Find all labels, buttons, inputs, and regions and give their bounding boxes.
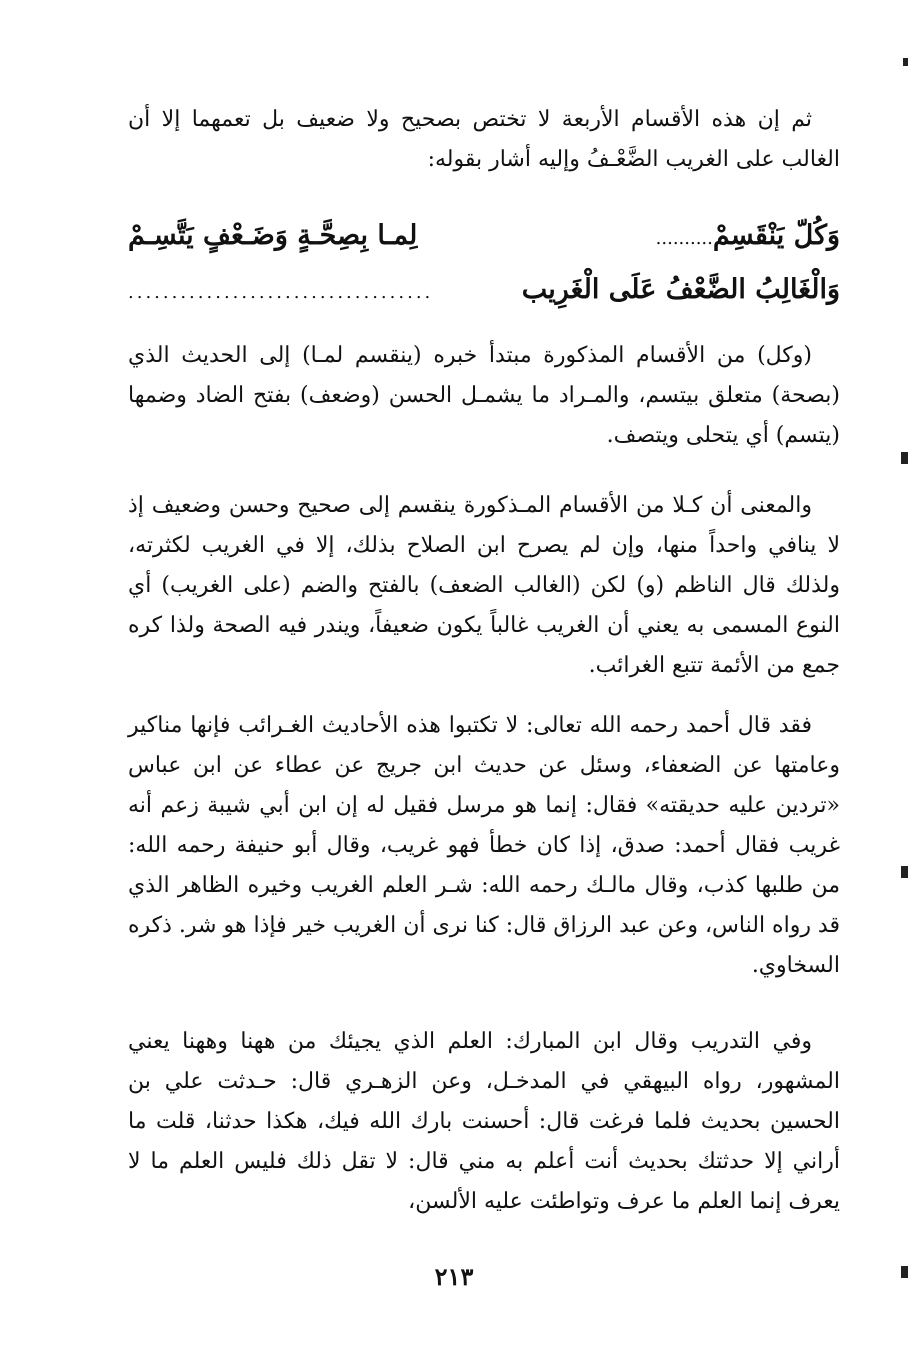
page-number: ٢١٣: [434, 1262, 474, 1291]
paragraph-1: [128, 336, 840, 456]
verse-line-2-dots: ...................................: [128, 282, 434, 303]
margin-mark-top: [903, 58, 908, 66]
paragraph-3-text: فقد قال أحمد رحمه الله تعالى: لا تكتبوا هذه الأحاديث الغـرائب فإنها مناكير وعامتها عن الضعفاء، وسئل عن حديث ابن جريج عن عطاء عن ابن عباس «تردين عليه حديقته» فقال: إنما هو مرسل فقيل له إن ابن أبي شيبة زعم أنه غريب فقال أحمد: صدق، إذا كان خطأ فهو غريب، وقال أبو حنيفة رحمه الله: من طلبها كذب، وقال مالـك رحمه الله: شـر العلم الغريب وخيره الظاهر الذي قد رواه الناس، وعن عبد الرزاق قال: كنا نرى أن الغريب خير فإذا هو شر. ذكره السخاوي.: [128, 713, 840, 978]
verse-line-1-second-hemistich: لِمـا بِصِحَّـةٍ وَضَـعْفٍ يَتَّسِـمْ: [128, 220, 418, 251]
verse-line-1-dots: ..........: [655, 228, 713, 249]
paragraph-2: [128, 486, 840, 686]
paragraph-3: [128, 706, 840, 986]
verse-line-1-first-hemistich: [656, 212, 840, 263]
paragraph-4-text: وفي التدريب وقال ابن المبارك: العلم الذي يجيئك من ههنا وههنا يعني المشهور، رواه البيهقي في المدخـل، وعن الزهـري قال: حـدثت علي بن الحسين بحديث فلما فرغت قال: أحسنت بارك الله فيك، هكذا حدثنا، قلت ما أراني إلا حدثتك بحديث أنت أعلم به مني قال: لا تقل ذلك فليس العلم ما لا يعرف إنما العلم ما عرف وتواطئت عليه الألسن،: [128, 1029, 840, 1214]
verse-line-1: [128, 212, 840, 263]
intro-paragraph: [128, 100, 840, 180]
margin-mark-3: [901, 1266, 908, 1278]
verse-line-1-right-text: وَكُلّ يَنْقَسِمْ: [712, 220, 840, 251]
paragraph-1-text: (وكل) من الأقسام المذكورة مبتدأ خبره (ينقسم لمـا) إلى الحديث الذي (بصحة) متعلق بيتسم، والمـراد ما يشمـل الحسن (وضعف) بفتح الضاد وضمها (يتسم) أي يتحلى ويتصف.: [128, 343, 840, 448]
margin-mark-2: [901, 866, 908, 878]
margin-mark-1: [901, 452, 908, 464]
verse-line-2-first-hemistich: وَالْغَالِبُ الضَّعْفُ عَلَى الْغَرِيب: [521, 274, 840, 305]
paragraph-4: [128, 1022, 840, 1222]
intro-text: ثم إن هذه الأقسام الأربعة لا تختص بصحيح ولا ضعيف بل تعمهما إلا أن الغالب على الغريب الضَّعْـفُ وإليه أشار بقوله:: [128, 107, 840, 172]
verse-line-2: [128, 266, 840, 317]
paragraph-2-text: والمعنى أن كـلا من الأقسام المـذكورة ينقسم إلى صحيح وحسن وضعيف إذ لا ينافي واحداً منها، وإن لم يصرح ابن الصلاح بذلك، إلا في الغريب لكثرته، ولذلك قال الناظم (و) لكن (الغالب الضعف) بالفتح والضم (على الغريب) أي النوع المسمى به يعني أن الغريب غالباً يكون ضعيفاً، ويندر فيه الصحة ولذا كره جمع من الأئمة تتبع الغرائب.: [128, 493, 840, 678]
